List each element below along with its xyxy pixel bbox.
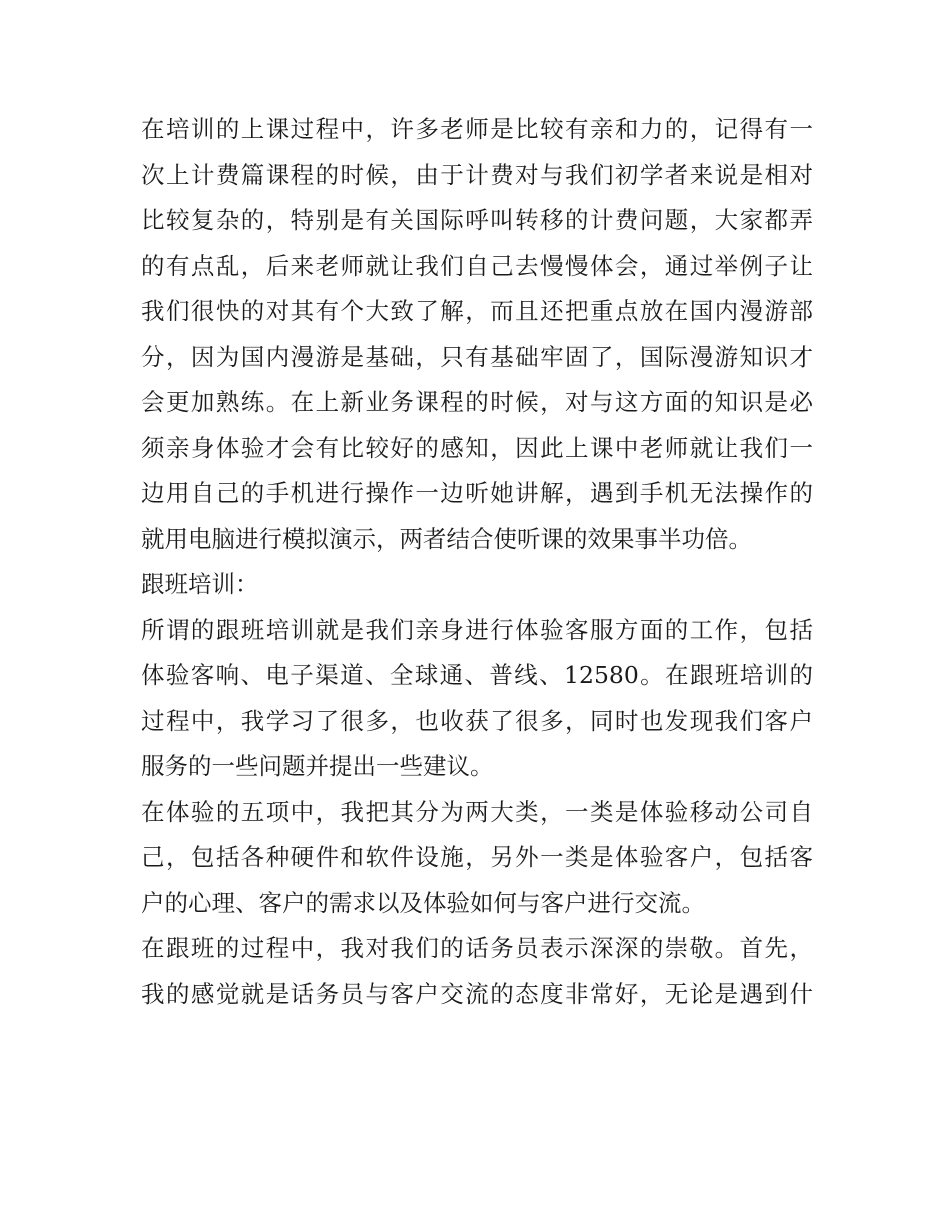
text-line-6: 分，因为国内漫游是基础，只有基础牢固了，国际漫游知识才 [141,342,813,371]
text-line-3: 比较复杂的，特别是有关国际呼叫转移的计费问题，大家都弄 [141,206,813,234]
text-line-18: 户的心理、客户的需求以及体验如何与客户进行交流。 [141,888,705,917]
text-line-13: 体验客响、电子渠道、全球通、普线、12580。在跟班培训的 [141,661,813,689]
text-line-4: 的有点乱，后来老师就让我们自己去慢慢体会，通过举例子让 [141,251,813,280]
text-line-7: 会更加熟练。在上新业务课程的时候，对与这方面的知识是必 [141,388,813,416]
text-line-8: 须亲身体验才会有比较好的感知，因此上课中老师就让我们一 [141,433,813,462]
text-line-1: 在培训的上课过程中，许多老师是比较有亲和力的，记得有一 [141,115,813,143]
text-line-19: 在跟班的过程中，我对我们的话务员表示深深的崇敬。首先， [141,934,813,962]
document-page [141,107,813,1017]
text-line-12: 所谓的跟班培训就是我们亲身进行体验客服方面的工作，包括 [141,615,813,644]
text-line-10: 就用电脑进行模拟演示，两者结合使听课的效果事半功倍。 [141,524,752,553]
text-line-16: 在体验的五项中，我把其分为两大类，一类是体验移动公司自 [141,797,813,826]
section-heading: 跟班培训： [141,570,259,598]
text-line-15: 服务的一些问题并提出一些建议。 [141,752,494,780]
text-line-14: 过程中，我学习了很多，也收获了很多，同时也发现我们客户 [141,706,813,735]
text-line-20: 我的感觉就是话务员与客户交流的态度非常好，无论是遇到什 [141,979,813,1008]
text-line-2: 次上计费篇课程的时候，由于计费对与我们初学者来说是相对 [141,160,813,189]
text-line-17: 己，包括各种硬件和软件设施，另外一类是体验客户，包括客 [141,843,813,871]
text-line-5: 我们很快的对其有个大致了解，而且还把重点放在国内漫游部 [141,297,813,325]
text-line-9: 边用自己的手机进行操作一边听她讲解，遇到手机无法操作的 [141,479,813,507]
